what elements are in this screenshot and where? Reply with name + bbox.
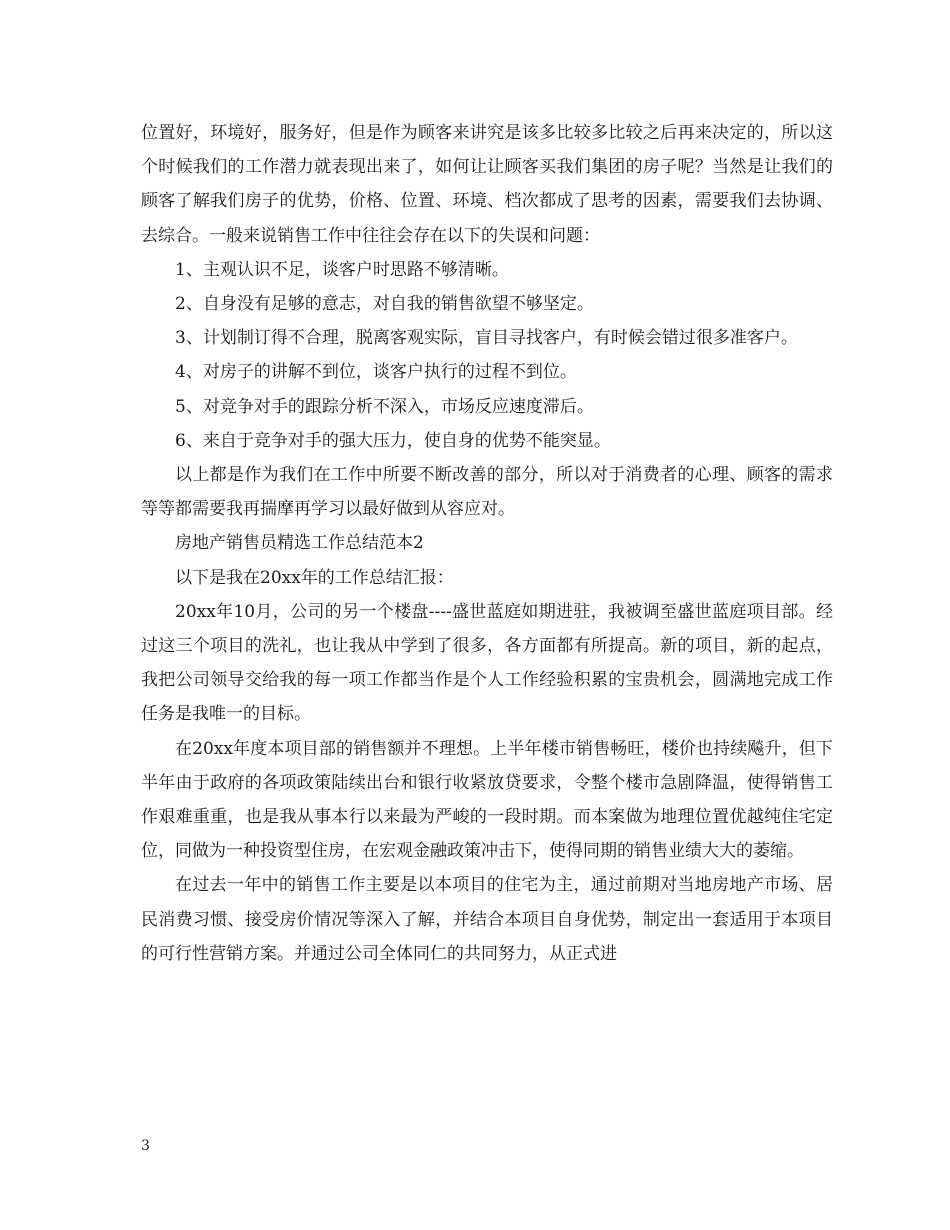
paragraph-1: 位置好，环境好，服务好，但是作为顾客来讲究是该多比较多比较之后再来决定的，所以这个时候我们的工作潜力就表现出来了，如何让让顾客买我们集团的房子呢？当然是让我们的顾客了解我们房子的优势，价格、位置、环境、档次都成了思考的因素，需要我们去协调、去综合。一般来说销售工作中往往会存在以下的失误和问题： [141,123,833,246]
paragraph-4: 3、计划制订得不合理，脱离客观实际，盲目寻找客户，有时候会错过很多准客户。 [175,328,798,349]
paragraph-5: 4、对房子的讲解不到位，谈客户执行的过程不到位。 [175,362,577,383]
paragraph-7: 6、来自于竞争对手的强大压力，使自身的优势不能突显。 [175,430,611,451]
paragraph-11: 20xx年10月，公司的另一个楼盘----盛世蓝庭如期进驻，我被调至盛世蓝庭项目部。经过这三个项目的洗礼，也让我从中学到了很多，各方面都有所提高。新的项目，新的起点，我把公司领导交给我的每一项工作都当作是个人工作经验积累的宝贵机会，圆满地完成工作任务是我唯一的目标。 [141,601,833,725]
paragraph-6: 5、对竞争对手的跟踪分析不深入，市场反应速度滞后。 [175,396,594,417]
paragraph-13: 在过去一年中的销售工作主要是以本项目的住宅为主，通过前期对当地房地产市场、居民消费习惯、接受房价情况等深入了解，并结合本项目自身优势，制定出一套适用于本项目的可行性营销方案。并通过公司全体同仁的共同努力，从正式进 [141,875,833,964]
paragraph-12: 在20xx年度本项目部的销售额并不理想。上半年楼市销售畅旺，楼价也持续飚升，但下半年由于政府的各项政策陆续出台和银行收紧放贷要求，令整个楼市急剧降温，使得销售工作艰难重重，也是我从事本行以来最为严峻的一段时期。而本案做为地理位置优越纯住宅定位，同做为一种投资型住房，在宏观金融政策冲击下，使得同期的销售业绩大大的萎缩。 [141,738,833,862]
paragraph-10: 以下是我在20xx年的工作总结汇报： [175,567,454,588]
paragraph-3: 2、自身没有足够的意志，对自我的销售欲望不够坚定。 [175,294,594,315]
document-body [141,116,833,971]
paragraph-2: 1、主观认识不足，谈客户时思路不够清晰。 [175,259,509,280]
paragraph-8: 以上都是作为我们在工作中所要不断改善的部分，所以对于消费者的心理、顾客的需求等等都需要我再揣摩再学习以最好做到从容应对。 [141,465,833,520]
page-number: 3 [141,1138,150,1154]
section-heading: 房地产销售员精选工作总结范本2 [175,533,424,554]
